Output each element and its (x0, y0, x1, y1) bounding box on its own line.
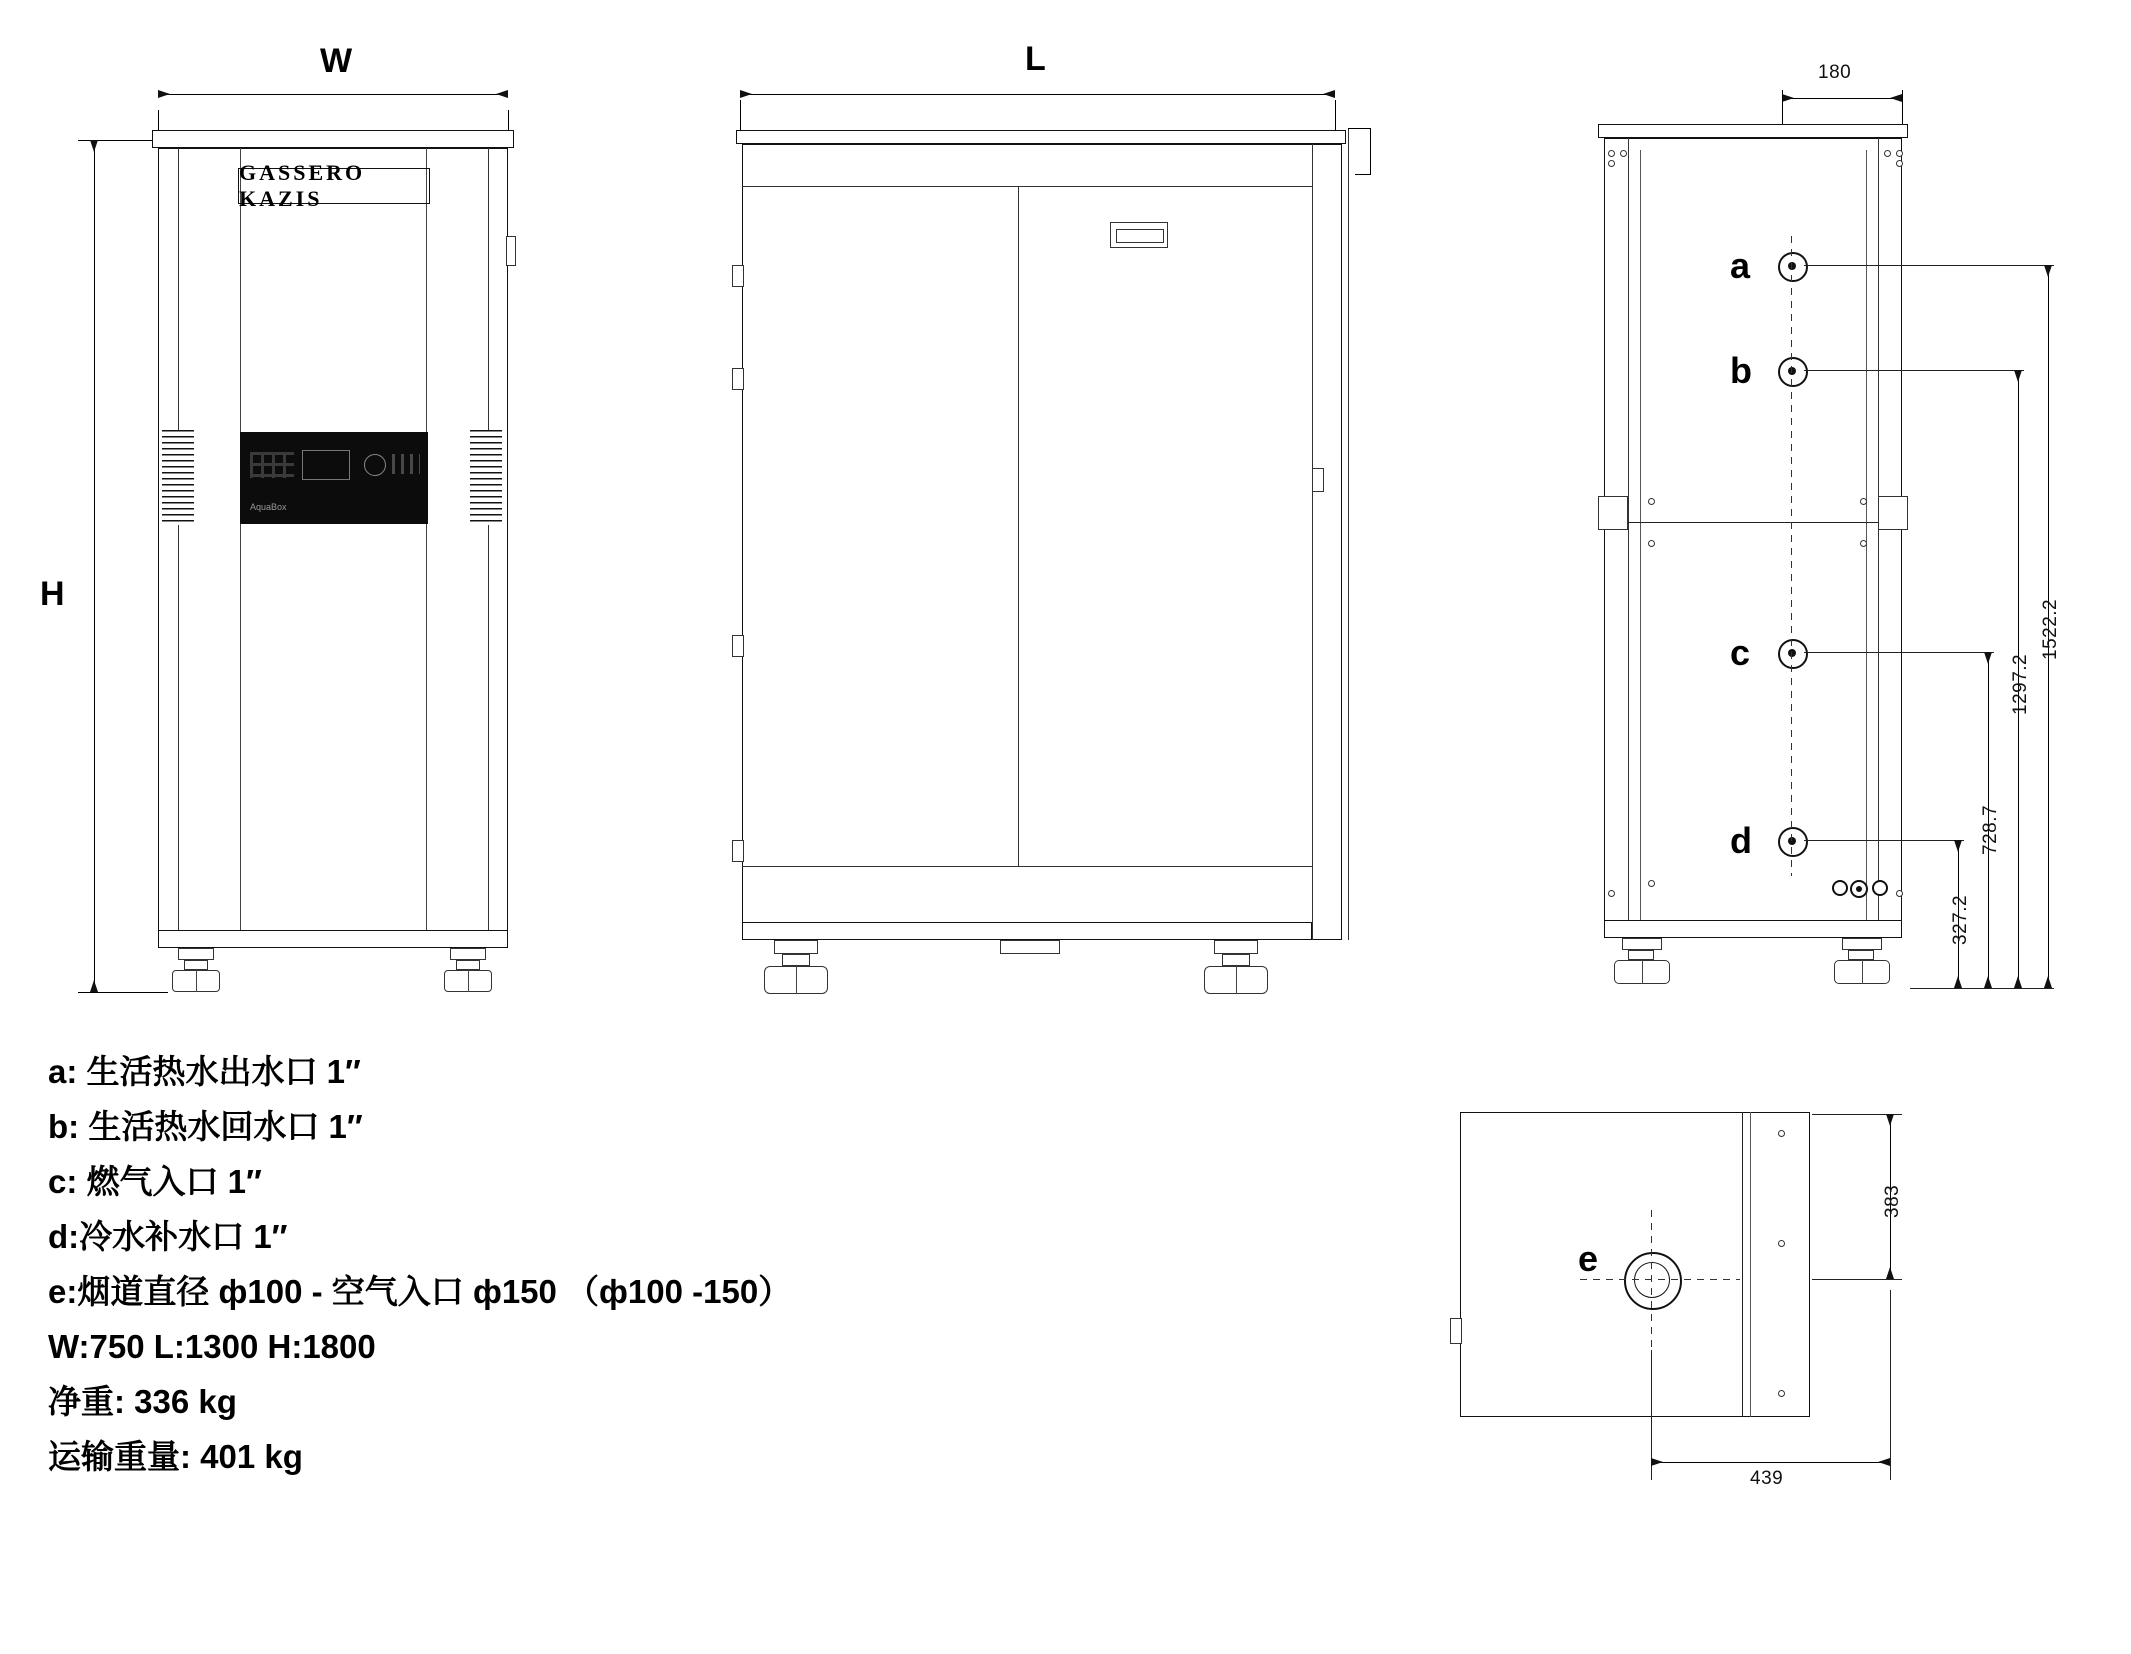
side-hinge-tab-4 (732, 840, 744, 862)
front-base-rail (158, 930, 508, 948)
top-flue-inner (1634, 1262, 1670, 1298)
control-panel-leds (392, 454, 420, 474)
back-view (1480, 0, 2131, 1030)
front-hinge-tab-right (506, 236, 516, 266)
brand-text: GASSERO KAZIS (239, 160, 366, 211)
side-flue-stub-side (1370, 128, 1371, 174)
port-b (1778, 357, 1808, 387)
front-body (158, 148, 508, 948)
legend-item-c: c: 燃气入口 1″ (48, 1163, 262, 1200)
back-rail-right (1878, 138, 1879, 938)
side-hinge-tab-3 (732, 635, 744, 657)
front-width-arrow-right (496, 90, 508, 98)
front-seam-right (488, 148, 489, 948)
front-height-arrow-bottom (90, 980, 98, 992)
dim-728-text: 728.7 (1980, 804, 2001, 855)
side-base-rail (742, 922, 1312, 940)
side-rear-plate-edge (1312, 144, 1313, 940)
front-width-arrow-left (158, 90, 170, 98)
port-c (1778, 639, 1808, 669)
ext-base (1910, 988, 2054, 989)
side-length-dim-line (740, 94, 1335, 95)
side-hinge-tab-2 (732, 368, 744, 390)
control-panel-knob[interactable] (364, 454, 386, 476)
side-rear-plate-edge2 (1348, 128, 1349, 940)
back-top-cap (1598, 124, 1908, 138)
back-electrical-fittings (1832, 880, 1888, 896)
back-caster-left (1610, 938, 1676, 990)
front-caster-right (440, 948, 500, 996)
legend-item-a: a: 生活热水出水口 1″ (48, 1053, 361, 1090)
front-height-dim-line (94, 140, 95, 992)
side-hinge-tab-1 (732, 265, 744, 287)
side-length-arrow-right (1323, 90, 1335, 98)
ext-c (1804, 652, 1994, 653)
side-upper-band-seam (742, 186, 1312, 187)
front-width-label: W (320, 42, 353, 80)
dim-327-text: 327.2 (1950, 894, 1971, 945)
front-height-label: H (40, 575, 65, 613)
front-width-dim-line (158, 94, 508, 95)
legend-dimensions: W:750 L:1300 H:1800 (48, 1328, 376, 1365)
back-180-ext-right (1902, 90, 1903, 124)
ext-a (1804, 265, 2054, 266)
side-flue-stub-top (1348, 128, 1370, 129)
port-a (1778, 252, 1808, 282)
back-rail-left (1628, 138, 1629, 938)
control-panel-buttons[interactable] (250, 452, 294, 478)
front-door-edge-left (240, 148, 241, 948)
side-hinge-tab-right (1312, 468, 1324, 492)
top-left-tab (1450, 1318, 1462, 1344)
control-panel-brand-text: AquaBox (250, 502, 287, 512)
top-rear-seam (1742, 1112, 1743, 1417)
back-180-arrow-left (1782, 94, 1794, 102)
legend-net-weight: 净重: 336 kg (48, 1383, 237, 1420)
side-caster-right (1200, 940, 1276, 998)
port-d (1778, 827, 1808, 857)
side-flue-stub-bottom (1355, 174, 1371, 175)
top-439-ext-right (1890, 1290, 1891, 1480)
back-rail-left2 (1640, 150, 1641, 926)
back-180-ext-left (1782, 90, 1783, 124)
top-view (1420, 1090, 2131, 1654)
back-180-dim-line (1782, 98, 1902, 99)
side-top-cap (736, 130, 1346, 144)
top-rear-seam2 (1750, 1112, 1751, 1417)
side-door-split (1018, 186, 1019, 866)
top-flue-centerline-v (1651, 1210, 1652, 1350)
back-caster-right (1830, 938, 1896, 990)
port-label-a: a (1730, 245, 1751, 286)
top-439-text: 439 (1750, 1468, 1784, 1489)
front-top-cap (152, 130, 514, 148)
top-flue-centerline-h (1580, 1279, 1740, 1280)
control-panel[interactable] (240, 432, 428, 524)
ext-d (1804, 840, 1964, 841)
legend-item-e: e:烟道直径 ф100 - 空气入口 ф150 （ф100 -150） (48, 1273, 792, 1310)
legend-shipping-weight: 运输重量: 401 kg (48, 1438, 303, 1475)
front-door-edge-right (426, 148, 427, 948)
front-caster-left (168, 948, 228, 996)
port-label-e: e (1578, 1238, 1599, 1279)
side-view (700, 0, 1380, 1020)
front-view (0, 0, 560, 1020)
dim-1297-text: 1297.2 (2010, 653, 2031, 715)
front-brand-plate (238, 160, 430, 211)
side-badge (1110, 222, 1168, 248)
front-louver-right (470, 430, 502, 525)
front-height-arrow-top (90, 140, 98, 152)
dim-1522-text: 1522.2 (2040, 598, 2061, 660)
back-rail-right2 (1866, 150, 1867, 926)
port-label-d: d (1730, 820, 1752, 861)
side-length-arrow-left (740, 90, 752, 98)
port-label-c: c (1730, 632, 1751, 673)
side-cabinet (742, 144, 1342, 940)
back-base-rail (1604, 920, 1902, 938)
back-180-arrow-right (1890, 94, 1902, 102)
back-port-centerline (1791, 236, 1792, 876)
top-383-text: 383 (1882, 1184, 1903, 1218)
ext-b (1804, 370, 2024, 371)
legend-block (48, 1055, 1228, 1495)
side-length-label: L (1025, 40, 1046, 78)
control-panel-display (302, 450, 350, 480)
top-439-dim-line (1651, 1462, 1890, 1463)
back-bracket-left (1598, 496, 1628, 530)
side-base-center-plate (1000, 940, 1060, 954)
side-caster-left (760, 940, 836, 998)
front-seam-left (178, 148, 179, 948)
legend-item-d: d:冷水补水口 1″ (48, 1218, 288, 1255)
side-lower-band-seam (742, 866, 1312, 867)
port-label-b: b (1730, 350, 1752, 391)
back-mid-bracket (1628, 522, 1878, 523)
front-height-ext-bottom (78, 992, 168, 993)
legend-item-b: b: 生活热水回水口 1″ (48, 1108, 363, 1145)
back-cabinet (1604, 138, 1902, 938)
back-bracket-right (1878, 496, 1908, 530)
front-louver-left (162, 430, 194, 525)
top-383-ext-bottom (1812, 1279, 1902, 1280)
back-180-text: 180 (1818, 62, 1852, 83)
